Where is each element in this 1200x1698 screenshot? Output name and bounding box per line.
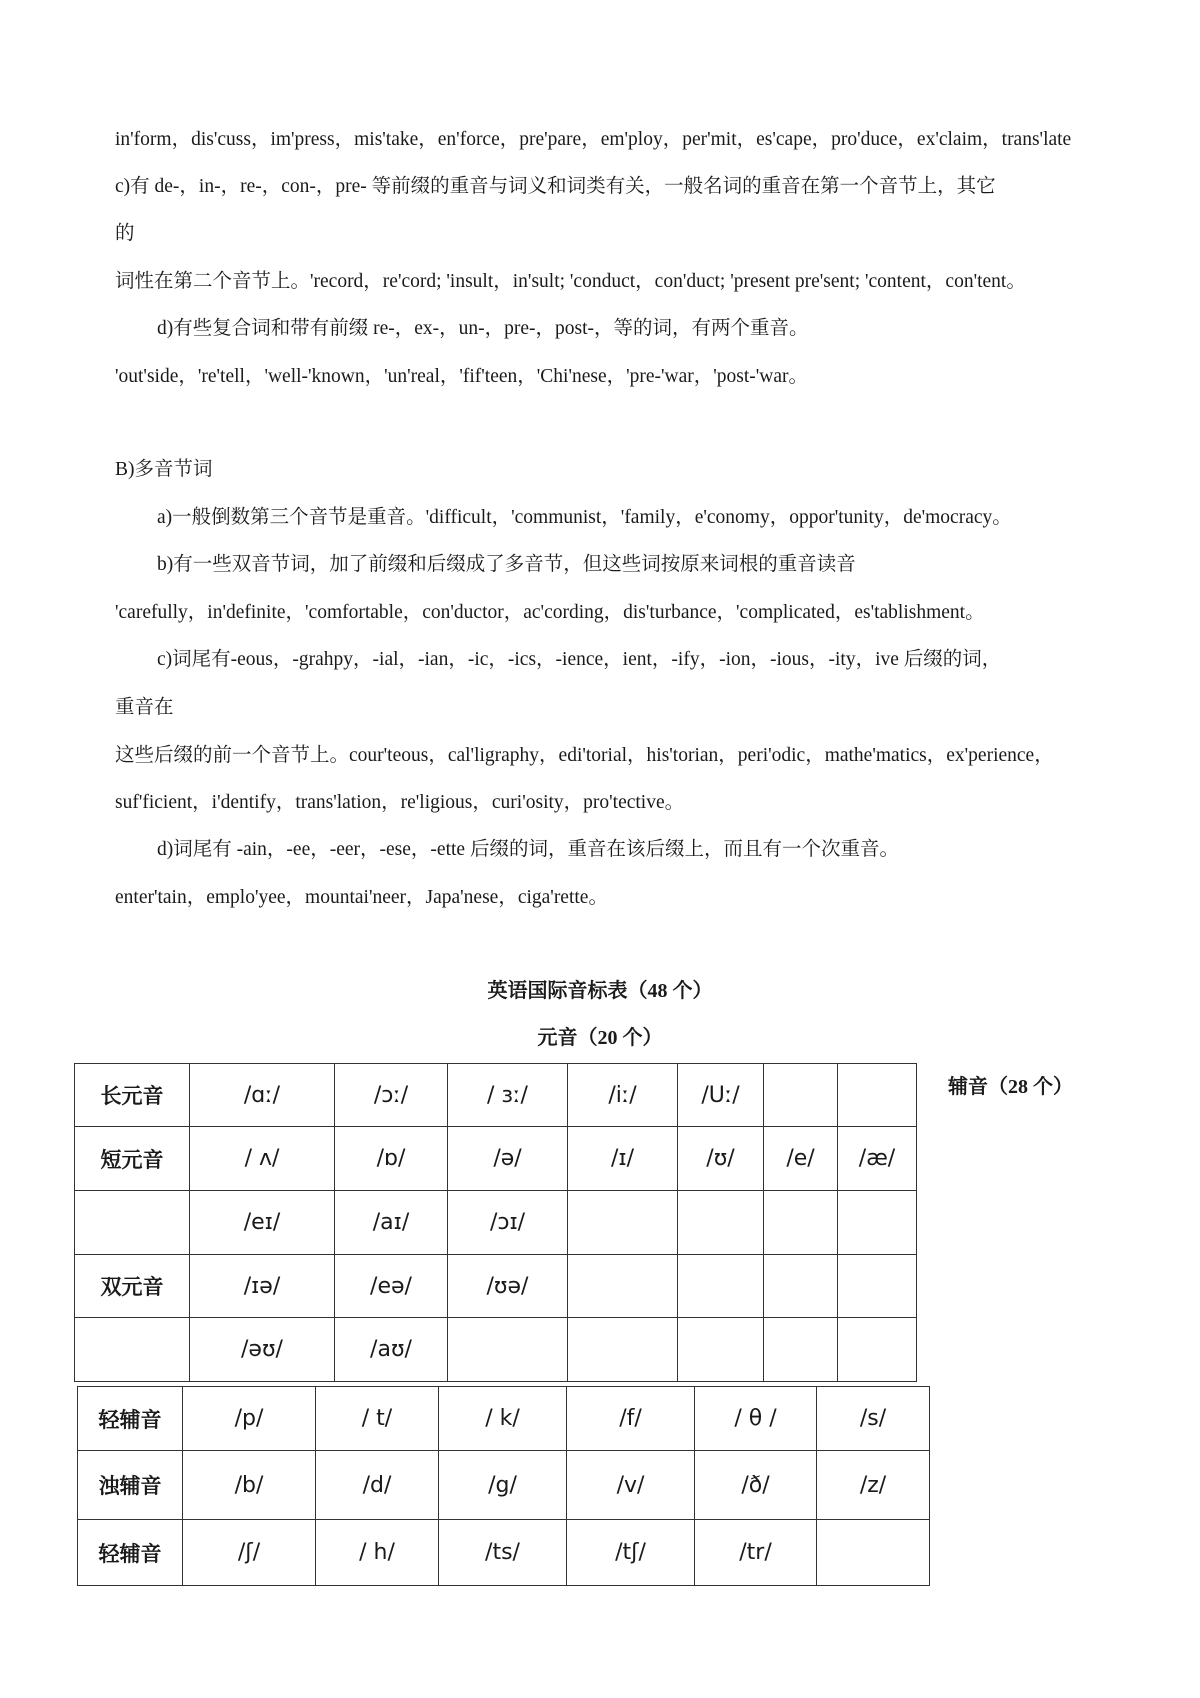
text-line-2: c)有 de-，in-，re-，con-，pre- 等前缀的重音与词义和词类有关，一般名词的重音在第一个音节上，其它 [115, 176, 996, 197]
vowels-symbol-cell: /ɔɪ/ [448, 1191, 568, 1255]
consonants-symbol-cell: /ð/ [695, 1451, 817, 1520]
vowels-symbol-cell [838, 1064, 917, 1127]
consonants-symbol-cell: /s/ [817, 1387, 930, 1451]
vowels-symbol-cell: /ɪ/ [568, 1127, 678, 1191]
vowels-symbol-cell: /æ/ [838, 1127, 917, 1191]
vowels-row-label: 长元音 [75, 1064, 190, 1127]
vowels-symbol-cell: / ʌ/ [190, 1127, 335, 1191]
vowels-row [75, 1064, 917, 1127]
vowels-symbol-cell [568, 1255, 678, 1318]
consonants-row [78, 1520, 930, 1586]
vowels-symbol-cell [838, 1318, 917, 1382]
vowels-symbol-cell: /ɑː/ [190, 1064, 335, 1127]
text-line-10: 'carefully，in'definite，'comfortable，con'ductor，ac'cording，dis'turbance，'complicated，es'tablishment。 [115, 602, 985, 623]
text-line-11: c)词尾有-eous，-grahpy，-ial，-ian，-ic，-ics，-ience，ient，-ify，-ion，-ious，-ity，ive 后缀的词， [157, 649, 1002, 670]
vowel-table [74, 1063, 917, 1382]
vowels-symbol-cell [568, 1191, 678, 1255]
consonants-symbol-cell: /f/ [567, 1387, 695, 1451]
vowels-symbol-cell: /eɪ/ [190, 1191, 335, 1255]
consonants-symbol-cell: /g/ [439, 1451, 567, 1520]
consonants-symbol-cell: /tʃ/ [567, 1520, 695, 1586]
text-line-14: suf'ficient，i'dentify，trans'lation，re'ligious，curi'osity，pro'tective。 [115, 792, 685, 813]
vowels-symbol-cell: /ʊ/ [678, 1127, 764, 1191]
vowels-row [75, 1255, 917, 1318]
vowels-symbol-cell: /aʊ/ [335, 1318, 448, 1382]
consonants-symbol-cell: /tr/ [695, 1520, 817, 1586]
text-line-9: b)有一些双音节词，加了前缀和后缀成了多音节，但这些词按原来词根的重音读音 [157, 554, 856, 575]
text-line-16: enter'tain，emplo'yee，mountai'neer，Japa'nese，ciga'rette。 [115, 887, 608, 908]
consonants-symbol-cell: /v/ [567, 1451, 695, 1520]
consonants-row-label: 轻辅音 [78, 1520, 183, 1586]
consonant-section-title: 辅音（28 个） [948, 1076, 1073, 1098]
vowels-row-label [75, 1318, 190, 1382]
vowels-row [75, 1318, 917, 1382]
text-line-5: d)有些复合词和带有前缀 re-，ex-，un-，pre-，post-，等的词，有两个重音。 [157, 318, 809, 339]
consonants-symbol-cell: / k/ [439, 1387, 567, 1451]
vowels-row-label: 短元音 [75, 1127, 190, 1191]
vowels-symbol-cell [764, 1064, 838, 1127]
consonants-symbol-cell: /ʃ/ [183, 1520, 316, 1586]
vowels-symbol-cell [764, 1255, 838, 1318]
vowels-row-label [75, 1191, 190, 1255]
vowels-row-label: 双元音 [75, 1255, 190, 1318]
consonants-symbol-cell [817, 1520, 930, 1586]
consonants-symbol-cell: /z/ [817, 1451, 930, 1520]
vowels-symbol-cell: /ʊə/ [448, 1255, 568, 1318]
vowels-symbol-cell: /eə/ [335, 1255, 448, 1318]
vowels-symbol-cell: /iː/ [568, 1064, 678, 1127]
consonants-row-label: 轻辅音 [78, 1387, 183, 1451]
consonants-symbol-cell: /b/ [183, 1451, 316, 1520]
vowels-row [75, 1127, 917, 1191]
vowel-section-title: 元音（20 个） [537, 1027, 663, 1049]
consonants-symbol-cell: / t/ [316, 1387, 439, 1451]
consonants-symbol-cell: /ts/ [439, 1520, 567, 1586]
consonants-row [78, 1451, 930, 1520]
vowels-symbol-cell [678, 1318, 764, 1382]
vowels-symbol-cell: /ɒ/ [335, 1127, 448, 1191]
consonants-symbol-cell: /p/ [183, 1387, 316, 1451]
text-line-15: d)词尾有 -ain，-ee，-eer，-ese，-ette 后缀的词，重音在该后缀上，而且有一个次重音。 [157, 839, 899, 860]
phonetic-chart-title: 英语国际音标表（48 个） [487, 980, 713, 1002]
section-heading-b: B)多音节词 [115, 459, 213, 480]
vowels-symbol-cell: /ə/ [448, 1127, 568, 1191]
vowels-symbol-cell: /ɔː/ [335, 1064, 448, 1127]
vowels-symbol-cell: /e/ [764, 1127, 838, 1191]
consonant-table [77, 1386, 930, 1586]
text-line-6: 'out'side，'re'tell，'well-'known，'un'real，'fif'teen，'Chi'nese，'pre-'war，'post-'war。 [115, 366, 809, 387]
consonants-symbol-cell: /d/ [316, 1451, 439, 1520]
consonants-symbol-cell: / h/ [316, 1520, 439, 1586]
vowels-symbol-cell [448, 1318, 568, 1382]
vowels-symbol-cell [568, 1318, 678, 1382]
consonants-symbol-cell: / θ / [695, 1387, 817, 1451]
consonants-row [78, 1387, 930, 1451]
vowels-symbol-cell: /aɪ/ [335, 1191, 448, 1255]
vowels-symbol-cell [678, 1255, 764, 1318]
vowels-symbol-cell [838, 1255, 917, 1318]
vowels-symbol-cell: /Uː/ [678, 1064, 764, 1127]
vowels-symbol-cell: /əʊ/ [190, 1318, 335, 1382]
text-line-13: 这些后缀的前一个音节上。cour'teous，cal'ligraphy，edi'torial，his'torian，peri'odic，mathe'matics，ex'perience， [115, 745, 1054, 766]
text-line-3: 的 [115, 223, 135, 244]
text-line-8: a)一般倒数第三个音节是重音。'difficult，'communist，'family，e'conomy，oppor'tunity，de'mocracy。 [157, 507, 1012, 528]
vowels-symbol-cell [764, 1191, 838, 1255]
consonants-row-label: 浊辅音 [78, 1451, 183, 1520]
text-line-12: 重音在 [115, 697, 174, 718]
vowels-symbol-cell [764, 1318, 838, 1382]
vowels-row [75, 1191, 917, 1255]
text-line-4: 词性在第二个音节上。'record，re'cord; 'insult，in'sult; 'conduct，con'duct; 'present pre'sent; 'content，con'tent。 [115, 271, 1026, 292]
text-line-1: in'form，dis'cuss，im'press，mis'take，en'force，pre'pare，em'ploy，per'mit，es'cape，pro'duce，ex'claim，trans'late [115, 129, 1072, 150]
vowels-symbol-cell: / ɜː/ [448, 1064, 568, 1127]
vowels-symbol-cell: /ɪə/ [190, 1255, 335, 1318]
vowels-symbol-cell [838, 1191, 917, 1255]
vowels-symbol-cell [678, 1191, 764, 1255]
